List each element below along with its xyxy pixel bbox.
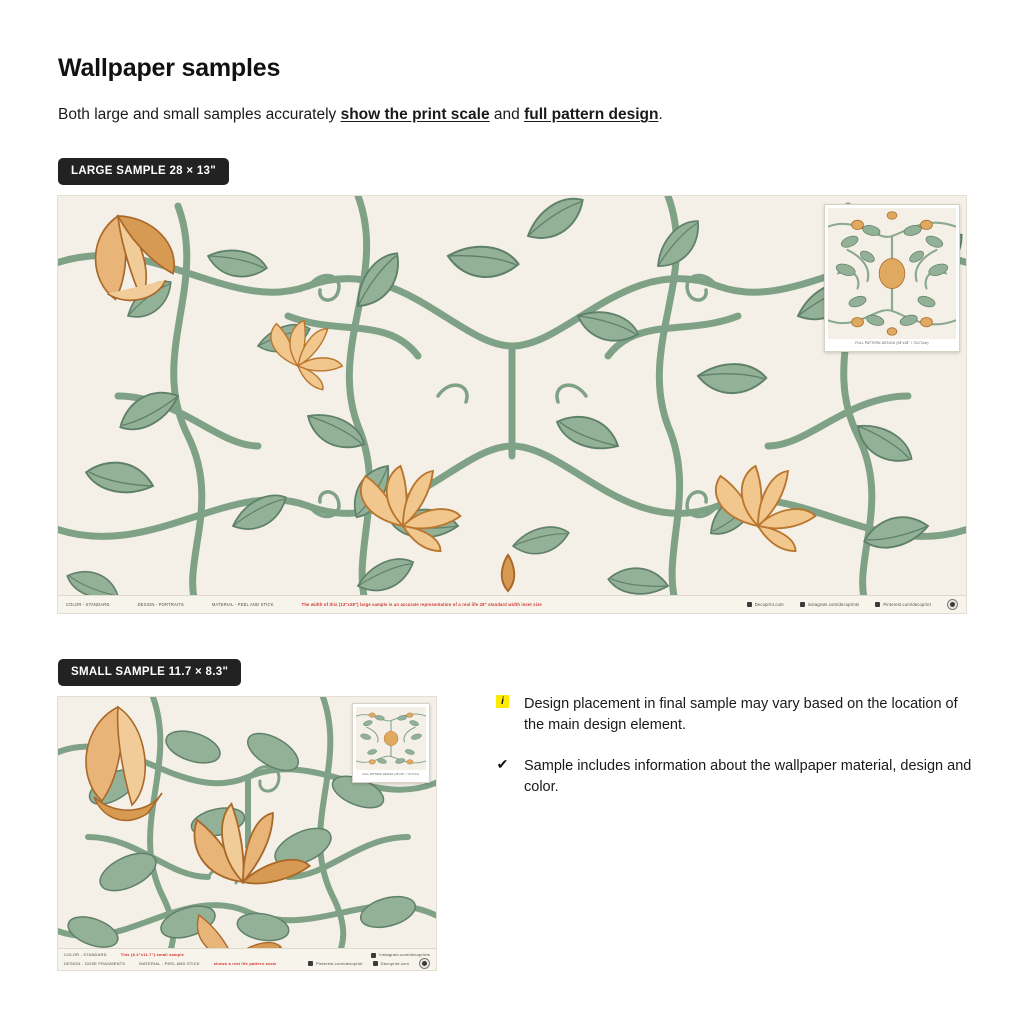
note-text: Design placement in final sample may vary based on the location of the main design element. [524, 696, 958, 733]
inset-pattern-graphic-small [356, 707, 426, 770]
info-scale-note: The width of this (13"x28") large sample is an accurate representation of a real life 28" standard width inset size [301, 602, 542, 607]
page-subtitle [58, 106, 663, 124]
list-item [495, 694, 975, 735]
inset-caption: FULL PATTERN DESIGN (28"x28" / 72x72cm) [855, 341, 929, 345]
page-title: Wallpaper samples [58, 54, 281, 82]
small-sample-inset-preview [352, 703, 430, 783]
large-sample-inset-preview [824, 204, 960, 352]
small-social-row-2 [308, 958, 430, 969]
website-label-small: Decoprint.com [380, 960, 409, 966]
inset-caption-small: FULL PATTERN DESIGN (28"x28" / 72x72cm) [362, 773, 420, 776]
inset-pattern-graphic [828, 208, 956, 339]
brand-logo-icon-small [419, 958, 430, 969]
info-scale-note-line2: shows a real life pattern scale [213, 960, 277, 966]
instagram-icon [371, 953, 376, 958]
info-material: MATERIAL - PEEL AND STICK [211, 602, 274, 607]
info-social-group [747, 599, 958, 610]
inset-svg [828, 208, 956, 339]
instagram-label-small: instagram.com/decoprints [379, 952, 430, 957]
info-design: DESIGN - PORTRAITS [137, 602, 184, 607]
pinterest-link-small[interactable] [308, 961, 363, 967]
info-color: COLOR - STANDARD [66, 602, 110, 607]
large-sample-info-strip [58, 595, 966, 613]
info-design-small: DESIGN - GOSE FRAGMENTS [64, 960, 126, 966]
website-link[interactable] [747, 602, 784, 607]
pinterest-label: Pinterest.com/decoprint [883, 602, 931, 607]
subtitle-emphasis-pattern-design: full pattern design [524, 106, 659, 123]
pinterest-label-small: Pinterest.com/decoprint [315, 960, 363, 966]
large-sample-image [58, 196, 966, 613]
notes-list [495, 694, 975, 818]
instagram-link[interactable] [800, 602, 860, 607]
small-sample-info-strip [58, 948, 436, 970]
website-label: Decoprint.com [754, 602, 784, 607]
small-sample-image [58, 697, 436, 970]
pinterest-link[interactable] [875, 602, 931, 607]
info-material-small: MATERIAL - PEEL AND STICK [139, 960, 200, 966]
note-text: Sample includes information about the wallpaper material, design and color. [524, 758, 972, 795]
small-sample-badge: SMALL SAMPLE 11.7 × 8.3" [58, 659, 241, 686]
subtitle-emphasis-print-scale: show the print scale [340, 106, 490, 123]
info-color-small: COLOR - STANDARD [64, 952, 107, 957]
info-scale-note-line1: This (8.3"x11.7") small sample [120, 952, 185, 957]
pinterest-icon [308, 961, 313, 966]
globe-icon [747, 602, 752, 607]
check-icon-glyph: ✔ [496, 756, 509, 773]
subtitle-post: . [658, 106, 663, 123]
list-item [495, 756, 975, 797]
pinterest-icon [875, 602, 880, 607]
instagram-icon [800, 602, 805, 607]
instagram-label: instagram.com/decoprints [807, 602, 860, 607]
check-icon [495, 757, 510, 771]
website-link-small[interactable] [373, 961, 409, 967]
small-strip-row-2 [64, 958, 430, 969]
subtitle-mid: and [489, 106, 525, 123]
globe-icon [373, 961, 378, 966]
info-icon [495, 695, 510, 708]
large-sample-badge: LARGE SAMPLE 28 × 13" [58, 158, 229, 185]
brand-logo-icon [947, 599, 958, 610]
inset-svg-small [356, 707, 426, 770]
subtitle-pre: Both large and small samples accurately [58, 106, 341, 123]
info-icon-glyph: i [496, 695, 509, 708]
